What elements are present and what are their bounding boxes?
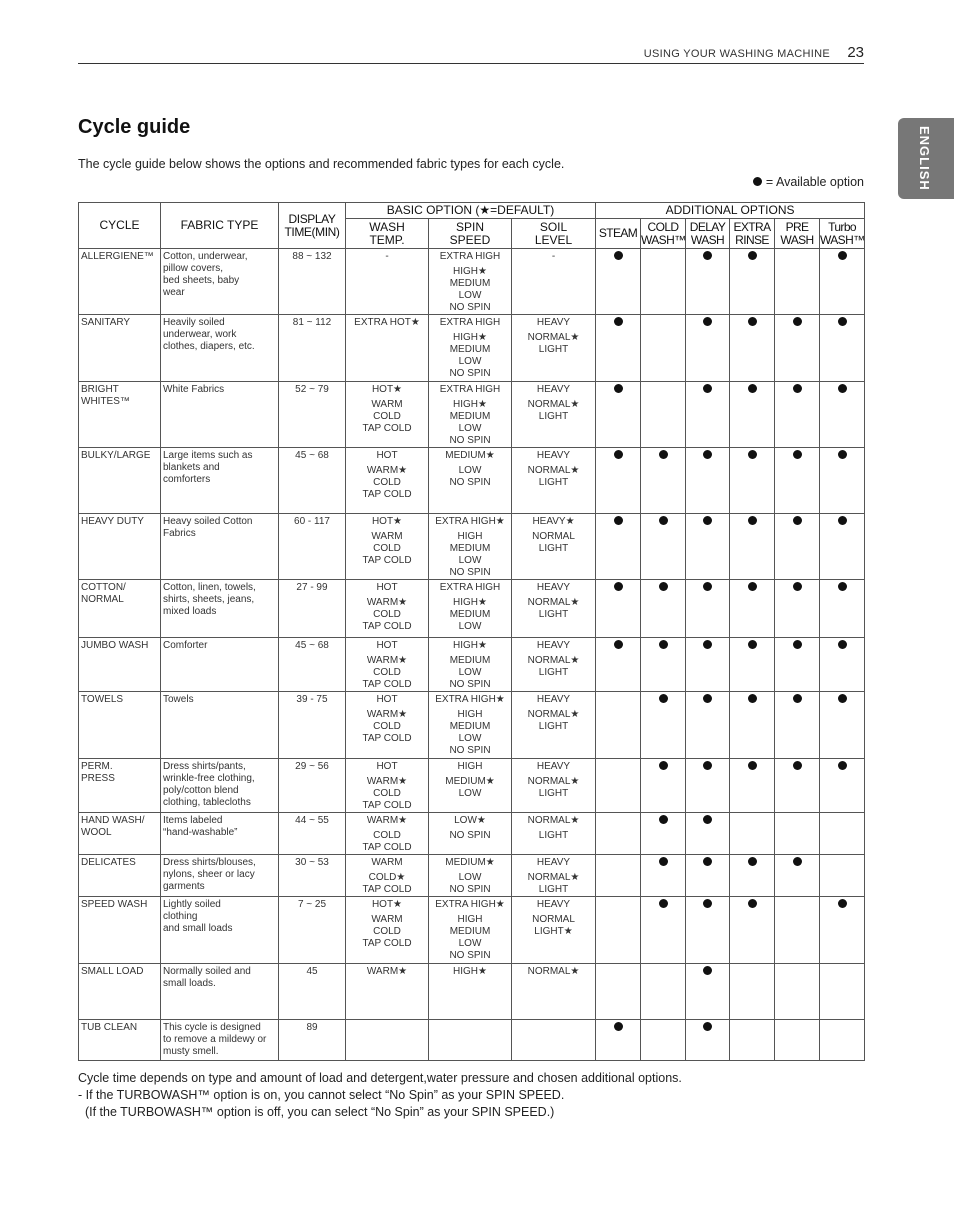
fabric-type: Towels [161, 692, 279, 759]
available-dot-icon [703, 899, 712, 908]
spin-speed-options: EXTRA HIGH★ HIGH MEDIUM LOW NO SPIN [429, 897, 512, 964]
cycle-name: TOWELS [79, 692, 161, 759]
fabric-type: This cycle is designed to remove a mildewy or musty smell. [161, 1020, 279, 1061]
option-extra-rinse [730, 580, 775, 638]
available-dot-icon [614, 450, 623, 459]
available-dot-icon [659, 516, 668, 525]
available-dot-icon [614, 640, 623, 649]
option-cold-wash [641, 315, 686, 382]
option-pre-wash [775, 638, 820, 692]
available-dot-icon [793, 761, 802, 770]
option-cold-wash [641, 759, 686, 813]
option-pre-wash [775, 855, 820, 897]
available-dot-icon [748, 317, 757, 326]
footnote-cycle-time: Cycle time depends on type and amount of load and detergent,water pressure and chosen additional options. [78, 1071, 682, 1085]
header-cold-wash: COLD WASH™ [641, 219, 686, 247]
available-dot-icon [703, 1022, 712, 1031]
wash-temp-options: WARM★ COLD TAP COLD [346, 813, 429, 855]
soil-level-options: HEAVY NORMAL★ LIGHT [512, 315, 596, 382]
available-dot-icon [838, 694, 847, 703]
option-delay-wash [686, 580, 730, 638]
soil-level-options: NORMAL★ LIGHT [512, 813, 596, 855]
available-dot-icon [838, 582, 847, 591]
wash-temp-options [346, 1020, 429, 1061]
option-steam [596, 448, 641, 514]
available-dot-icon [793, 516, 802, 525]
header-wash-temp: WASH TEMP. [346, 219, 429, 249]
soil-level-options [512, 1020, 596, 1061]
available-dot-icon [838, 384, 847, 393]
fabric-type: Cotton, underwear, pillow covers, bed sheets, baby wear [161, 249, 279, 315]
cycle-name: TUB CLEAN [79, 1020, 161, 1061]
option-steam [596, 1020, 641, 1061]
available-dot-icon [748, 516, 757, 525]
available-dot-icon [793, 640, 802, 649]
available-dot-icon [703, 815, 712, 824]
option-steam [596, 813, 641, 855]
available-dot-icon [838, 317, 847, 326]
option-extra-rinse [730, 638, 775, 692]
cycle-name: DELICATES [79, 855, 161, 897]
option-delay-wash [686, 855, 730, 897]
soil-level-options: HEAVY NORMAL★ LIGHT [512, 692, 596, 759]
available-dot-icon [659, 815, 668, 824]
available-dot-icon [703, 640, 712, 649]
available-dot-icon [748, 640, 757, 649]
option-turbo-wash [820, 580, 865, 638]
option-cold-wash [641, 580, 686, 638]
available-dot-icon [748, 384, 757, 393]
cycle-name: ALLERGIENE™ [79, 249, 161, 315]
option-delay-wash [686, 514, 730, 580]
option-extra-rinse [730, 249, 775, 315]
soil-level-options: HEAVY NORMAL LIGHT★ [512, 897, 596, 964]
available-dot-icon [748, 857, 757, 866]
option-turbo-wash [820, 315, 865, 382]
option-turbo-wash [820, 638, 865, 692]
option-cold-wash [641, 448, 686, 514]
option-delay-wash [686, 964, 730, 1020]
available-dot-icon [748, 251, 757, 260]
available-dot-icon [703, 384, 712, 393]
fabric-type: Heavily soiled underwear, work clothes, diapers, etc. [161, 315, 279, 382]
option-extra-rinse [730, 382, 775, 448]
option-pre-wash [775, 448, 820, 514]
available-dot-icon [748, 899, 757, 908]
option-delay-wash [686, 897, 730, 964]
available-dot-icon [703, 450, 712, 459]
cycle-name: BRIGHT WHITES™ [79, 382, 161, 448]
cycle-name: BULKY/LARGE [79, 448, 161, 514]
option-cold-wash [641, 897, 686, 964]
header-soil-level: SOIL LEVEL [512, 219, 596, 249]
available-dot-icon [659, 761, 668, 770]
available-dot-icon [703, 251, 712, 260]
language-tab [898, 118, 954, 199]
spin-speed-options: EXTRA HIGH HIGH★ MEDIUM LOW NO SPIN [429, 315, 512, 382]
cycle-name: SPEED WASH [79, 897, 161, 964]
option-delay-wash [686, 315, 730, 382]
option-steam [596, 580, 641, 638]
option-pre-wash [775, 382, 820, 448]
header-pre-wash: PRE WASH [775, 219, 820, 249]
wash-temp-options: HOT★ WARM COLD TAP COLD [346, 514, 429, 580]
spin-speed-options: MEDIUM★ LOW NO SPIN [429, 855, 512, 897]
spin-speed-options [429, 1020, 512, 1061]
header-delay-wash: DELAY WASH [686, 219, 730, 249]
legend [753, 175, 864, 189]
option-pre-wash [775, 315, 820, 382]
option-cold-wash [641, 855, 686, 897]
option-delay-wash [686, 638, 730, 692]
wash-temp-options: WARM★ [346, 964, 429, 1020]
fabric-type: White Fabrics [161, 382, 279, 448]
option-steam [596, 638, 641, 692]
option-pre-wash [775, 249, 820, 315]
available-dot-icon [703, 516, 712, 525]
display-time: 60 - 117 [279, 514, 346, 580]
fabric-type: Lightly soiled clothing and small loads [161, 897, 279, 964]
available-dot-icon [703, 694, 712, 703]
display-time: 81 ~ 112 [279, 315, 346, 382]
header-cycle: CYCLE [79, 203, 161, 249]
option-delay-wash [686, 1020, 730, 1061]
available-dot-icon [838, 251, 847, 260]
table-row [79, 638, 865, 692]
soil-level-options: HEAVY NORMAL★ LIGHT [512, 855, 596, 897]
available-dot-icon [838, 761, 847, 770]
display-time: 89 [279, 1020, 346, 1061]
page-number: 23 [847, 44, 864, 61]
table-row [79, 1020, 865, 1061]
option-turbo-wash [820, 382, 865, 448]
available-dot-icon [838, 450, 847, 459]
option-turbo-wash [820, 448, 865, 514]
fabric-type: Normally soiled and small loads. [161, 964, 279, 1020]
fabric-type: Comforter [161, 638, 279, 692]
fabric-type: Dress shirts/blouses, nylons, sheer or lacy garments [161, 855, 279, 897]
option-extra-rinse [730, 897, 775, 964]
table-row [79, 855, 865, 897]
table-row [79, 692, 865, 759]
wash-temp-options: HOT WARM★ COLD TAP COLD [346, 692, 429, 759]
footnote-turbowash-on: - If the TURBOWASH™ option is on, you cannot select “No Spin” as your SPIN SPEED. [78, 1088, 565, 1102]
available-dot-icon [748, 761, 757, 770]
available-dot-icon [614, 317, 623, 326]
header-steam: STEAM [596, 219, 641, 249]
cycle-name: HAND WASH/ WOOL [79, 813, 161, 855]
table-row [79, 964, 865, 1020]
available-dot-icon [838, 899, 847, 908]
spin-speed-options: MEDIUM★ LOW NO SPIN [429, 448, 512, 514]
soil-level-options: HEAVY NORMAL★ LIGHT [512, 448, 596, 514]
header-basic-option: BASIC OPTION (★=DEFAULT) [346, 203, 596, 219]
option-cold-wash [641, 638, 686, 692]
wash-temp-options: EXTRA HOT★ [346, 315, 429, 382]
option-pre-wash [775, 1020, 820, 1061]
option-cold-wash [641, 514, 686, 580]
option-pre-wash [775, 514, 820, 580]
display-time: 45 ~ 68 [279, 638, 346, 692]
option-turbo-wash [820, 897, 865, 964]
available-dot-icon [703, 761, 712, 770]
available-dot-icon [614, 251, 623, 260]
display-time: 44 ~ 55 [279, 813, 346, 855]
option-steam [596, 759, 641, 813]
table-row [79, 382, 865, 448]
option-turbo-wash [820, 855, 865, 897]
soil-level-options: HEAVY NORMAL★ LIGHT [512, 638, 596, 692]
option-cold-wash [641, 692, 686, 759]
soil-level-options: - [512, 249, 596, 315]
soil-level-options: HEAVY★ NORMAL LIGHT [512, 514, 596, 580]
spin-speed-options: EXTRA HIGH HIGH★ MEDIUM LOW NO SPIN [429, 249, 512, 315]
spin-speed-options: EXTRA HIGH★ HIGH MEDIUM LOW NO SPIN [429, 514, 512, 580]
fabric-type: Cotton, linen, towels, shirts, sheets, jeans, mixed loads [161, 580, 279, 638]
wash-temp-options: HOT WARM★ COLD TAP COLD [346, 638, 429, 692]
option-pre-wash [775, 692, 820, 759]
table-row [79, 897, 865, 964]
option-pre-wash [775, 813, 820, 855]
option-steam [596, 897, 641, 964]
option-extra-rinse [730, 692, 775, 759]
cycle-name: HEAVY DUTY [79, 514, 161, 580]
option-cold-wash [641, 1020, 686, 1061]
available-dot-icon [838, 516, 847, 525]
wash-temp-options: WARM COLD★ TAP COLD [346, 855, 429, 897]
option-extra-rinse [730, 813, 775, 855]
table-row [79, 249, 865, 315]
footnote-turbowash-off: (If the TURBOWASH™ option is off, you can select “No Spin” as your SPIN SPEED.) [78, 1105, 555, 1119]
option-cold-wash [641, 382, 686, 448]
wash-temp-options: HOT★ WARM COLD TAP COLD [346, 897, 429, 964]
available-dot-icon [659, 899, 668, 908]
display-time: 39 - 75 [279, 692, 346, 759]
soil-level-options: HEAVY NORMAL★ LIGHT [512, 382, 596, 448]
option-delay-wash [686, 759, 730, 813]
table-row [79, 448, 865, 514]
option-turbo-wash [820, 1020, 865, 1061]
wash-temp-options: - [346, 249, 429, 315]
available-dot-icon [793, 582, 802, 591]
header-turbo-wash: Turbo WASH™ [820, 219, 865, 247]
table-row [79, 813, 865, 855]
option-steam [596, 382, 641, 448]
option-extra-rinse [730, 964, 775, 1020]
available-dot-icon [793, 694, 802, 703]
available-dot-icon [703, 317, 712, 326]
legend-text: = Available option [765, 175, 864, 189]
spin-speed-options: LOW★ NO SPIN [429, 813, 512, 855]
cycle-name: SANITARY [79, 315, 161, 382]
option-turbo-wash [820, 759, 865, 813]
display-time: 7 ~ 25 [279, 897, 346, 964]
available-dot-icon [793, 450, 802, 459]
option-delay-wash [686, 249, 730, 315]
available-dot-icon [838, 640, 847, 649]
available-dot-icon [793, 857, 802, 866]
option-steam [596, 249, 641, 315]
option-turbo-wash [820, 813, 865, 855]
spin-speed-options: HIGH MEDIUM★ LOW [429, 759, 512, 813]
option-steam [596, 855, 641, 897]
section-title: USING YOUR WASHING MACHINE [643, 48, 830, 60]
option-delay-wash [686, 448, 730, 514]
fabric-type: Heavy soiled Cotton Fabrics [161, 514, 279, 580]
cycle-name: JUMBO WASH [79, 638, 161, 692]
header-fabric-type: FABRIC TYPE [161, 203, 279, 249]
option-turbo-wash [820, 692, 865, 759]
option-extra-rinse [730, 759, 775, 813]
fabric-type: Dress shirts/pants, wrinkle-free clothing, poly/cotton blend clothing, tablecloths [161, 759, 279, 813]
option-extra-rinse [730, 315, 775, 382]
footnotes [78, 1070, 682, 1121]
option-extra-rinse [730, 448, 775, 514]
soil-level-options: HEAVY NORMAL★ LIGHT [512, 580, 596, 638]
cycle-guide-table [78, 202, 865, 1061]
option-pre-wash [775, 897, 820, 964]
option-steam [596, 964, 641, 1020]
header-additional-options: ADDITIONAL OPTIONS [596, 203, 865, 219]
option-cold-wash [641, 813, 686, 855]
option-pre-wash [775, 580, 820, 638]
spin-speed-options: HIGH★ MEDIUM LOW NO SPIN [429, 638, 512, 692]
header-extra-rinse: EXTRA RINSE [730, 219, 775, 249]
option-delay-wash [686, 692, 730, 759]
option-delay-wash [686, 813, 730, 855]
fabric-type: Items labeled “hand-washable” [161, 813, 279, 855]
available-dot-icon [659, 582, 668, 591]
table-body [79, 249, 865, 1061]
available-dot-icon [614, 516, 623, 525]
page-header [78, 44, 864, 64]
available-dot-icon [659, 450, 668, 459]
spin-speed-options: HIGH★ [429, 964, 512, 1020]
option-steam [596, 514, 641, 580]
wash-temp-options: HOT★ WARM COLD TAP COLD [346, 382, 429, 448]
available-dot-icon [703, 966, 712, 975]
soil-level-options: NORMAL★ [512, 964, 596, 1020]
available-dot-icon [753, 177, 762, 186]
wash-temp-options: HOT WARM★ COLD TAP COLD [346, 448, 429, 514]
option-extra-rinse [730, 1020, 775, 1061]
option-delay-wash [686, 382, 730, 448]
available-dot-icon [793, 384, 802, 393]
page-title: Cycle guide [78, 116, 191, 138]
available-dot-icon [614, 384, 623, 393]
option-pre-wash [775, 964, 820, 1020]
available-dot-icon [703, 582, 712, 591]
cycle-name: SMALL LOAD [79, 964, 161, 1020]
available-dot-icon [659, 857, 668, 866]
option-extra-rinse [730, 855, 775, 897]
spin-speed-options: EXTRA HIGH HIGH★ MEDIUM LOW NO SPIN [429, 382, 512, 448]
available-dot-icon [659, 694, 668, 703]
table-row [79, 759, 865, 813]
table-row [79, 514, 865, 580]
intro-text: The cycle guide below shows the options and recommended fabric types for each cycle. [78, 157, 565, 171]
header-spin-speed: SPIN SPEED [429, 219, 512, 249]
available-dot-icon [703, 857, 712, 866]
available-dot-icon [748, 694, 757, 703]
display-time: 45 ~ 68 [279, 448, 346, 514]
available-dot-icon [614, 582, 623, 591]
display-time: 27 - 99 [279, 580, 346, 638]
available-dot-icon [748, 450, 757, 459]
soil-level-options: HEAVY NORMAL★ LIGHT [512, 759, 596, 813]
available-dot-icon [659, 640, 668, 649]
table-row [79, 315, 865, 382]
option-extra-rinse [730, 514, 775, 580]
available-dot-icon [793, 317, 802, 326]
display-time: 88 ~ 132 [279, 249, 346, 315]
option-steam [596, 692, 641, 759]
fabric-type: Large items such as blankets and comforters [161, 448, 279, 514]
cycle-name: PERM. PRESS [79, 759, 161, 813]
spin-speed-options: EXTRA HIGH HIGH★ MEDIUM LOW [429, 580, 512, 638]
wash-temp-options: HOT WARM★ COLD TAP COLD [346, 759, 429, 813]
option-pre-wash [775, 759, 820, 813]
available-dot-icon [748, 582, 757, 591]
language-tab-label: ENGLISH [917, 126, 932, 191]
display-time: 52 ~ 79 [279, 382, 346, 448]
wash-temp-options: HOT WARM★ COLD TAP COLD [346, 580, 429, 638]
display-time: 30 ~ 53 [279, 855, 346, 897]
spin-speed-options: EXTRA HIGH★ HIGH MEDIUM LOW NO SPIN [429, 692, 512, 759]
display-time: 45 [279, 964, 346, 1020]
option-steam [596, 315, 641, 382]
option-turbo-wash [820, 964, 865, 1020]
header-display-time: DISPLAY TIME(MIN) [279, 203, 346, 249]
table-row [79, 580, 865, 638]
option-turbo-wash [820, 249, 865, 315]
option-cold-wash [641, 964, 686, 1020]
cycle-name: COTTON/ NORMAL [79, 580, 161, 638]
option-turbo-wash [820, 514, 865, 580]
display-time: 29 ~ 56 [279, 759, 346, 813]
option-cold-wash [641, 249, 686, 315]
available-dot-icon [614, 1022, 623, 1031]
